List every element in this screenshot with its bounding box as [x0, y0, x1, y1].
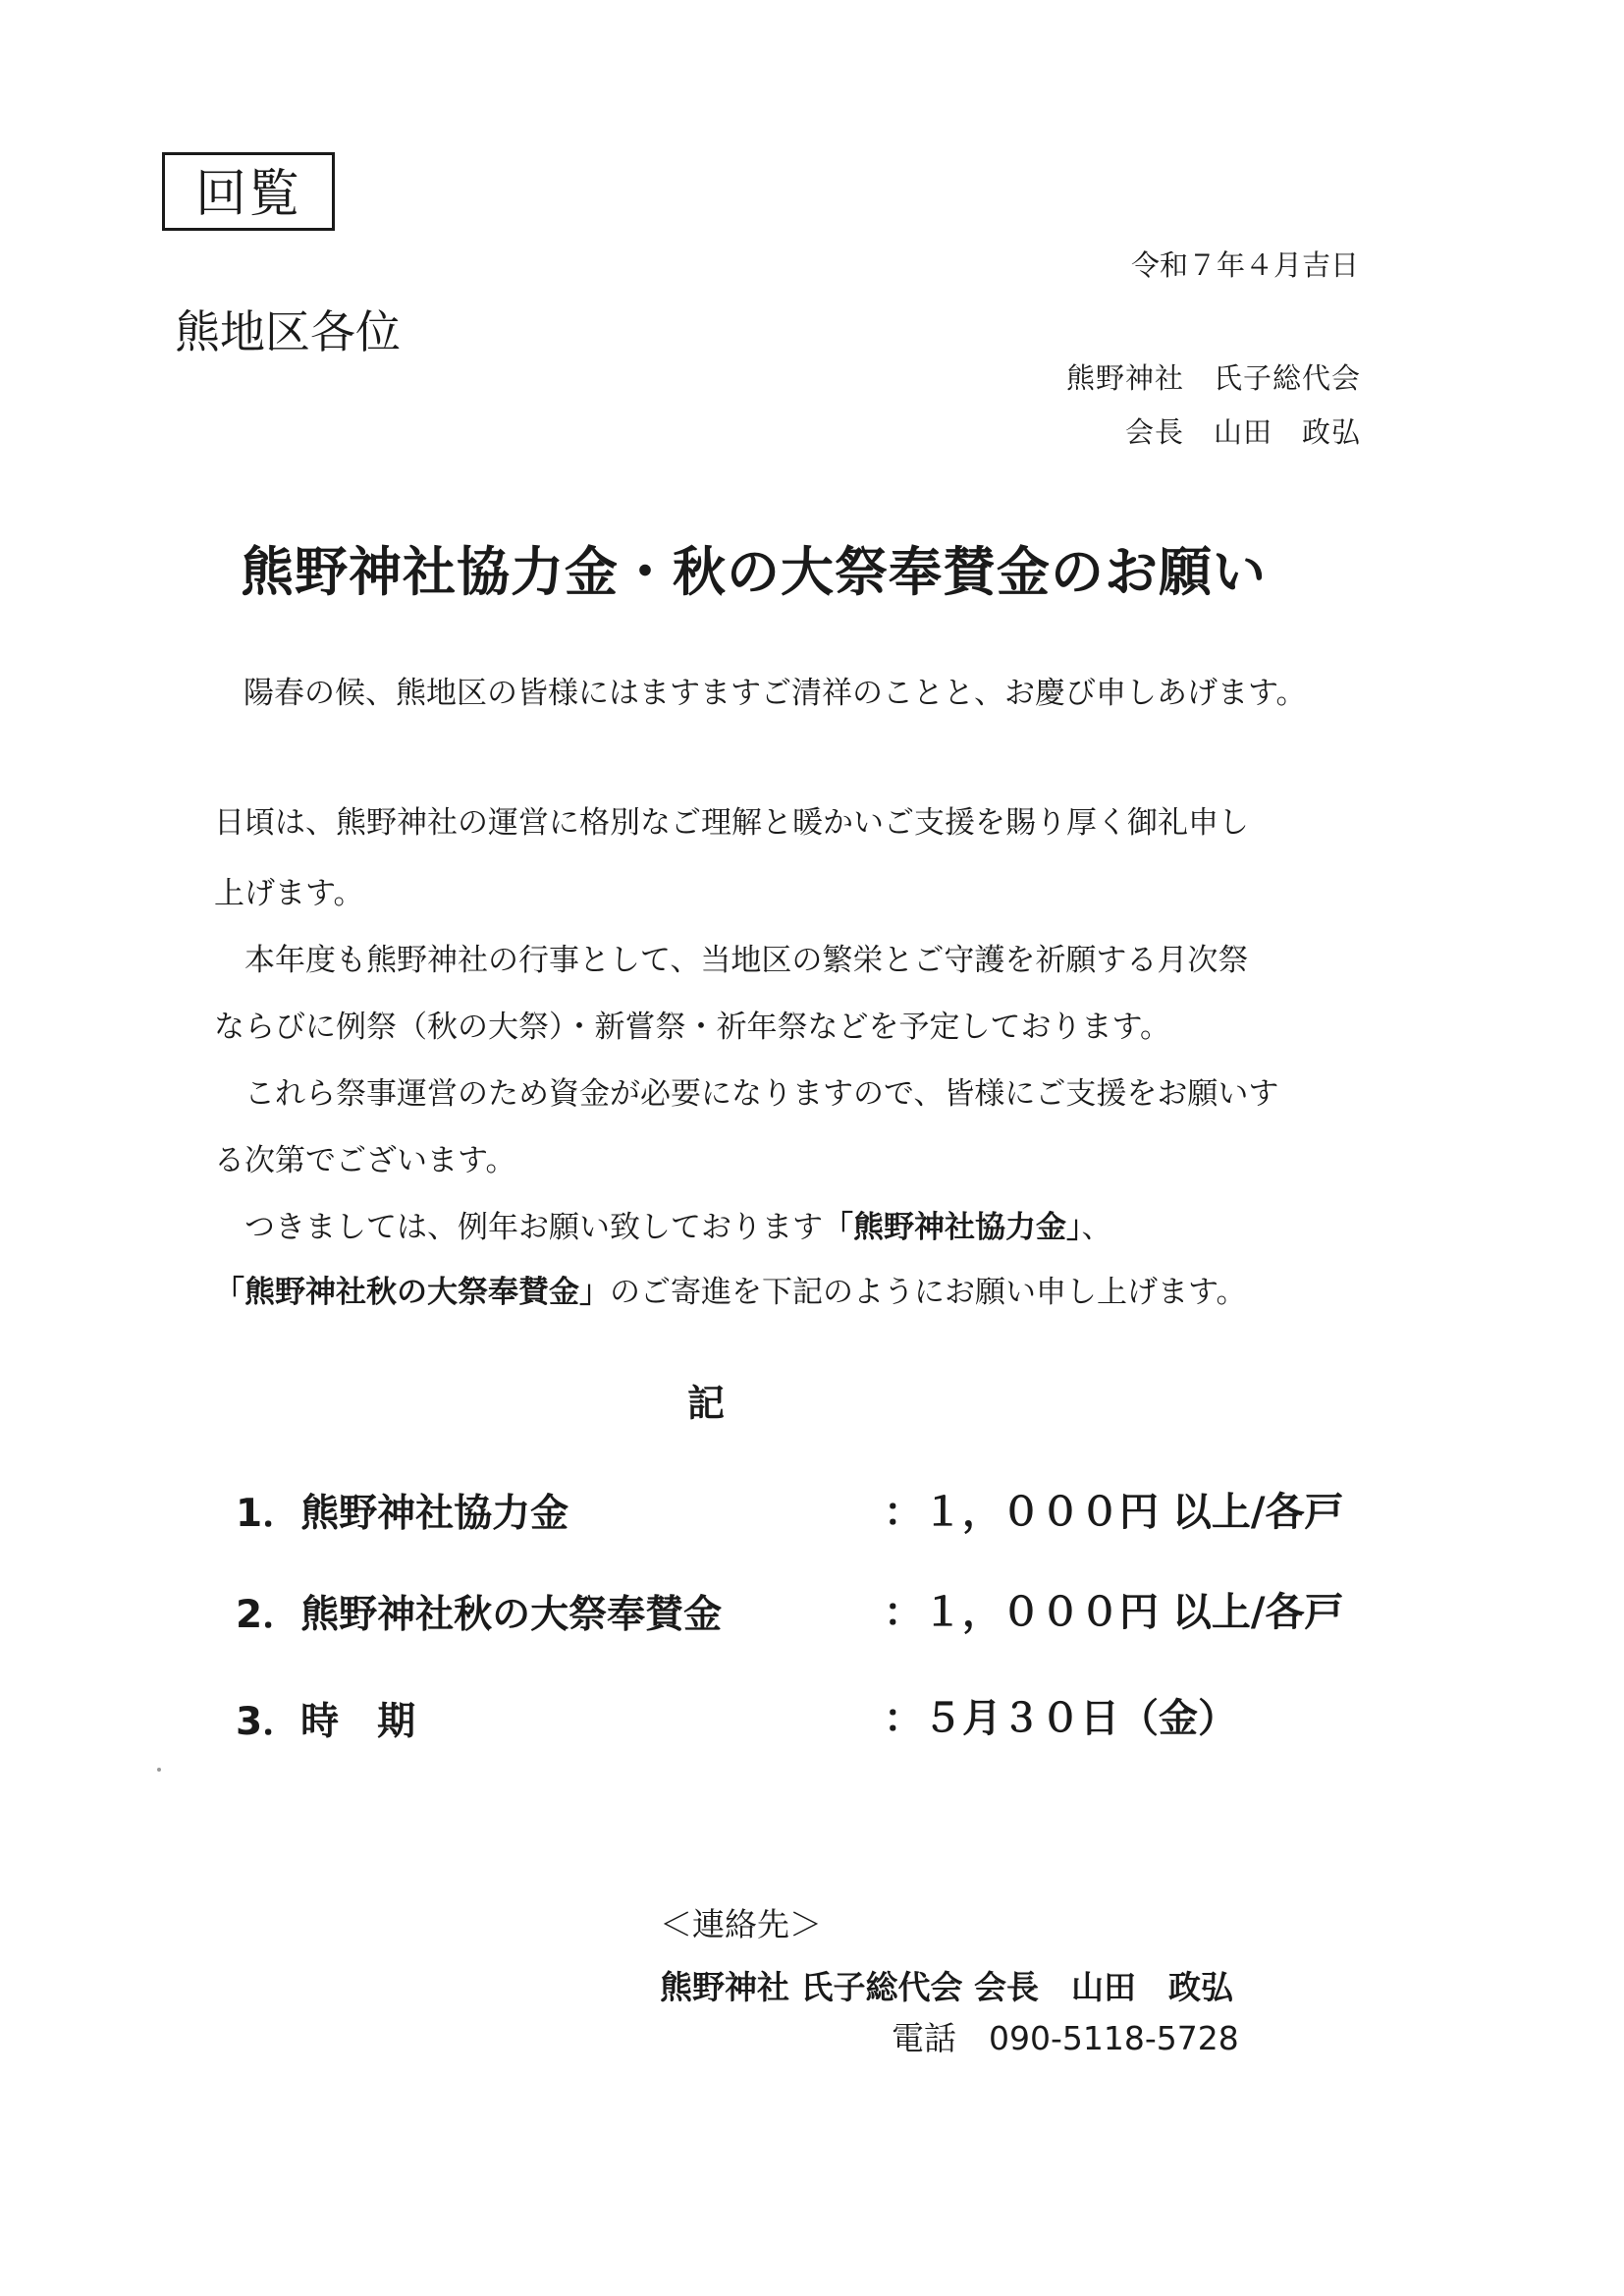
contact-name: 熊野神社 氏子総代会 会長 山田 政弘	[660, 1968, 1233, 2006]
item-3-value: ：５月３０日（金）	[884, 1696, 1237, 1741]
body-line-4: ならびに例祭（秋の大祭）・新嘗祭・祈年祭などを予定しております。	[214, 1010, 1171, 1045]
kyoryokukin-quote: 「熊野神社協力金」	[823, 1210, 1082, 1245]
hosankin-quote: 「熊野神社秋の大祭奉賛金」	[214, 1275, 610, 1310]
body-line-3: 本年度も熊野神社の行事として、当地区の繁栄とご守護を祈願する月次祭	[214, 943, 1249, 978]
body-line-2: 上げます。	[214, 876, 364, 911]
circulation-stamp: 回覧	[162, 152, 335, 231]
addressee: 熊地区各位	[175, 305, 401, 358]
ki-heading: 記	[687, 1382, 726, 1425]
body-line-7-comma: 、	[1081, 1210, 1112, 1245]
item-1-value: ：１，０００円 以上/各戸	[884, 1490, 1344, 1535]
item-1-label: 1．熊野神社協力金	[236, 1492, 569, 1536]
sender-name: 会長 山田 政弘	[1124, 415, 1361, 449]
body-line-5: これら祭事運営のため資金が必要になりますので、皆様にご支援をお願いす	[214, 1076, 1279, 1112]
contact-heading: ＜連絡先＞	[660, 1905, 822, 1943]
body-line-6: る次第でございます。	[214, 1143, 516, 1178]
issue-date: 令和７年４月吉日	[1130, 248, 1359, 282]
item-2-label: 2．熊野神社秋の大祭奉賛金	[236, 1593, 723, 1637]
body-line-7	[214, 1202, 1112, 1246]
item-3-label: 3．時 期	[236, 1700, 416, 1744]
body-line-8	[214, 1267, 1247, 1311]
item-2-value: ：１，０００円 以上/各戸	[884, 1590, 1344, 1635]
body-line-8-text: のご寄進を下記のようにお願い申し上げます。	[610, 1275, 1247, 1310]
document-title: 熊野神社協力金・秋の大祭奉賛金のお願い	[241, 541, 1267, 603]
sender-organization: 熊野神社 氏子総代会	[1065, 361, 1361, 395]
seasonal-greeting: 陽春の候、熊地区の皆様にはますますご清祥のことと、お慶び申しあげます。	[244, 676, 1307, 711]
body-line-7-text: つきましては、例年お願い致しております	[214, 1210, 823, 1245]
paper-speck	[157, 1768, 161, 1772]
contact-phone: 電話 090-5118-5728	[892, 2019, 1239, 2057]
body-line-1: 日頃は、熊野神社の運営に格別なご理解と暖かいご支援を賜り厚く御礼申し	[214, 805, 1249, 841]
